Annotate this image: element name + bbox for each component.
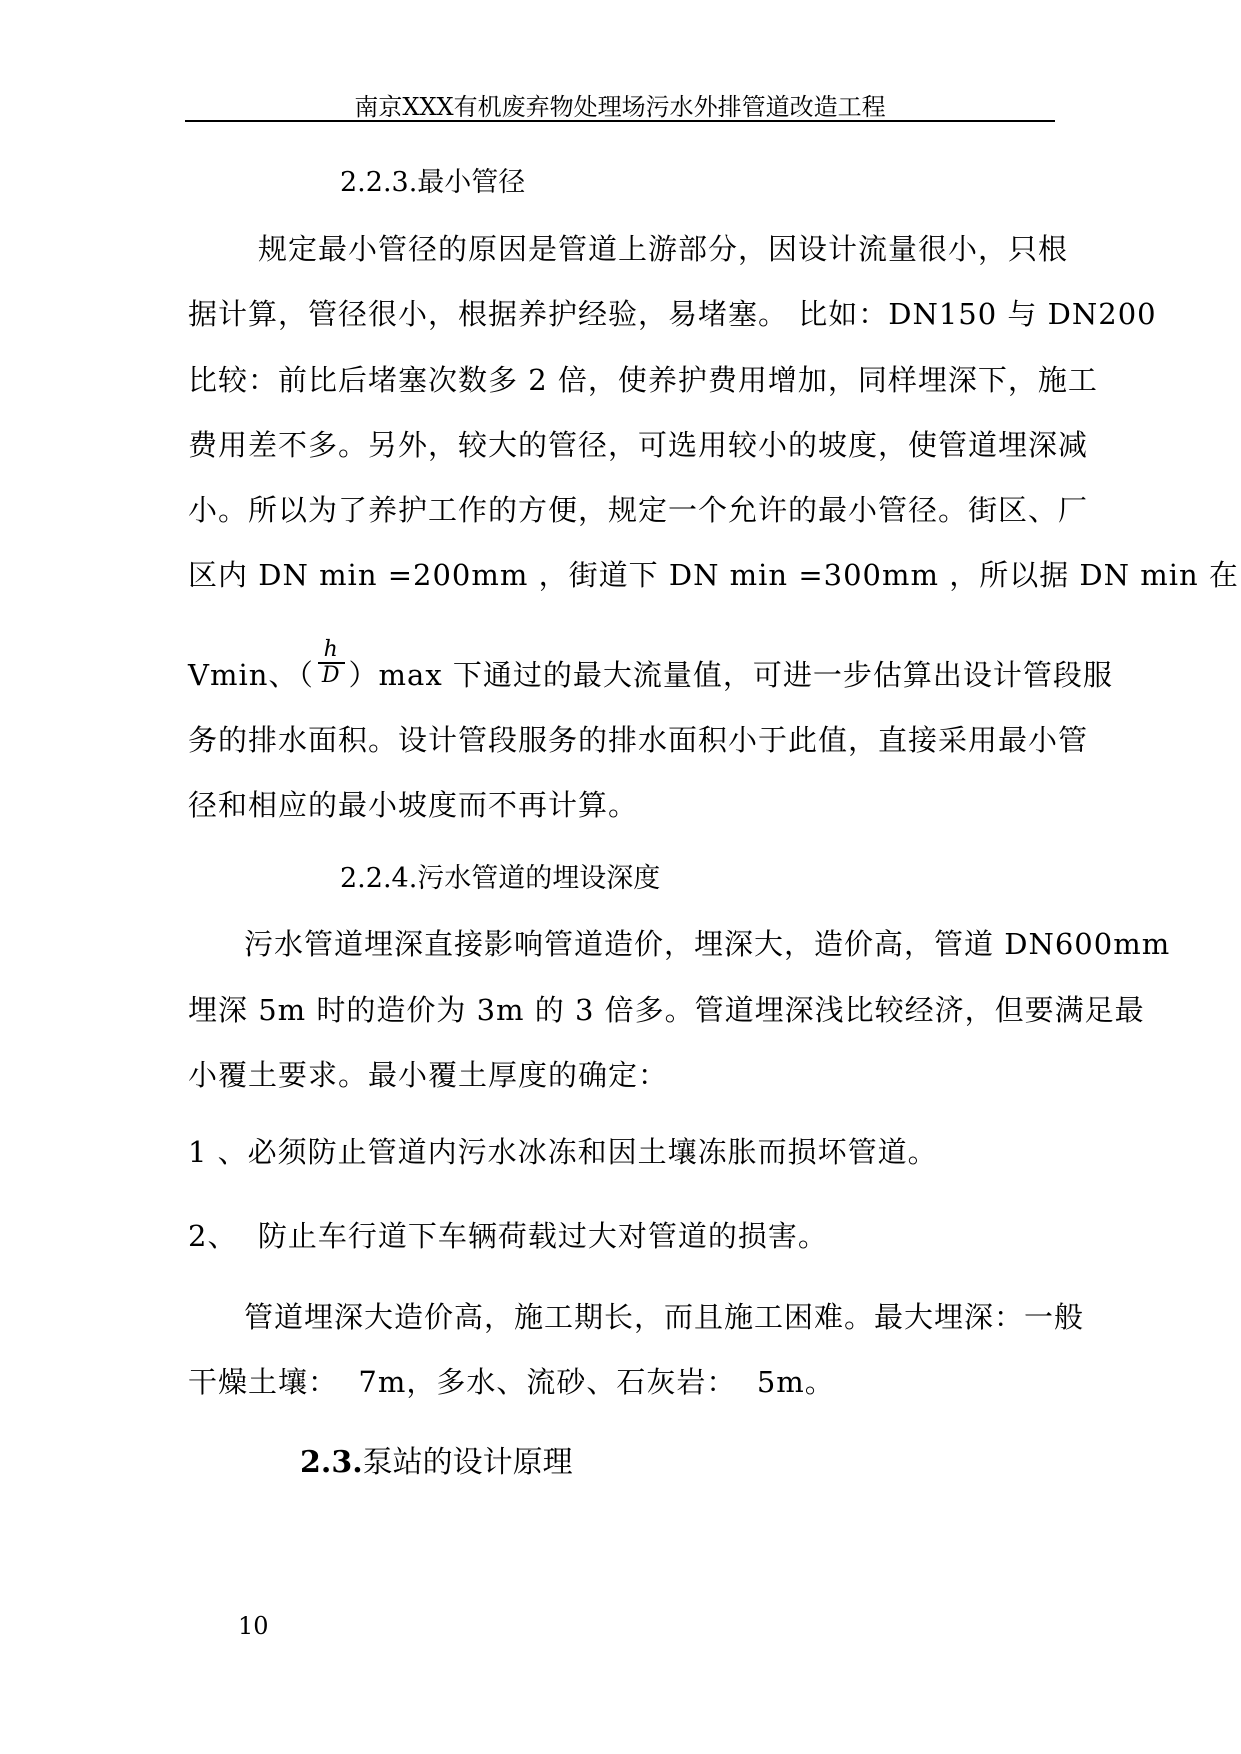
paragraph-line: 规定最小管径的原因是管道上游部分，因设计流量很小，只根 bbox=[258, 232, 1069, 266]
paragraph-line: 小。所以为了养护工作的方便，规定一个允许的最小管径。街区、厂 bbox=[188, 493, 1089, 527]
paragraph-line: 管道埋深大造价高，施工期长，而且施工困难。最大埋深：一般 bbox=[244, 1300, 1085, 1334]
section-heading-2-3 bbox=[300, 1437, 573, 1481]
formula-text-before: Vmin、（ bbox=[188, 658, 314, 693]
paragraph-line: 比较：前比后堵塞次数多 2 倍，使养护费用增加，同样埋深下，施工 bbox=[188, 363, 1098, 397]
section-number: 2.3. bbox=[300, 1445, 363, 1480]
page-header-title: 南京XXX有机废弃物处理场污水外排管道改造工程 bbox=[354, 93, 886, 121]
paragraph-line: 区内 DN min =200mm ，街道下 DN min =300mm ，所以据 DN min 在 bbox=[188, 558, 1239, 592]
fraction-denominator: D bbox=[321, 663, 341, 689]
section-heading-2-2-3: 2.2.3.最小管径 bbox=[340, 167, 526, 198]
paragraph-line: 径和相应的最小坡度而不再计算。 bbox=[188, 788, 639, 822]
paragraph-line: 费用差不多。另外，较大的管径，可选用较小的坡度，使管道埋深减 bbox=[188, 428, 1089, 462]
paragraph-line: 干燥土壤： 7m，多水、流砂、石灰岩： 5m。 bbox=[188, 1365, 835, 1399]
paragraph-line: 据计算，管径很小，根据养护经验，易堵塞。 比如：DN150 与 DN200 bbox=[188, 297, 1157, 331]
paragraph-line: 污水管道埋深直接影响管道造价，埋深大，造价高，管道 DN600mm bbox=[244, 927, 1171, 961]
paragraph-line: 埋深 5m 时的造价为 3m 的 3 倍多。管道埋深浅比较经济，但要满足最 bbox=[188, 993, 1145, 1027]
fraction-numerator: h bbox=[318, 638, 345, 664]
list-item: 2、 防止车行道下车辆荷载过大对管道的损害。 bbox=[188, 1219, 828, 1253]
list-item: 1 、必须防止管道内污水冰冻和因土壤冻胀而损坏管道。 bbox=[188, 1135, 938, 1169]
page-number: 10 bbox=[238, 1612, 269, 1640]
paragraph-line: 小覆土要求。最小覆土厚度的确定： bbox=[188, 1058, 669, 1092]
formula-text-after: ）max 下通过的最大流量值，可进一步估算出设计管段服 bbox=[348, 658, 1113, 693]
paragraph-line: 务的排水面积。设计管段服务的排水面积小于此值，直接采用最小管 bbox=[188, 723, 1089, 757]
section-heading-2-2-4: 2.2.4.污水管道的埋设深度 bbox=[340, 863, 661, 894]
section-title: 泵站的设计原理 bbox=[362, 1445, 573, 1480]
h-over-d-fraction bbox=[318, 638, 345, 688]
formula-line bbox=[188, 637, 1113, 702]
header-divider bbox=[185, 120, 1055, 122]
